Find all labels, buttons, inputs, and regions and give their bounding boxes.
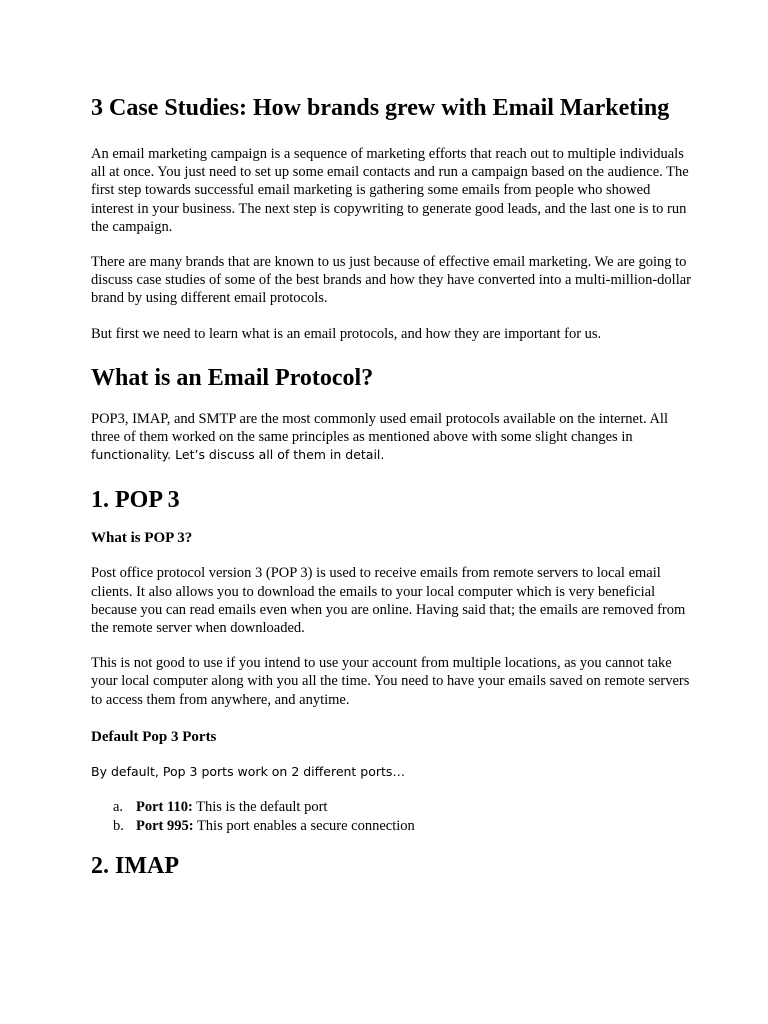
document-title: 3 Case Studies: How brands grew with Email Marketing	[91, 95, 670, 121]
subheading-default-ports: Default Pop 3 Ports	[91, 728, 217, 745]
protocol-paragraph	[91, 410, 691, 465]
ports-list	[91, 798, 691, 835]
heading-pop3: 1. POP 3	[91, 487, 180, 514]
subheading-what-is-pop3: What is POP 3?	[91, 530, 193, 547]
pop3-paragraph-1: Post office protocol version 3 (POP 3) is used to receive emails from remote servers to local email clients. It also allows you to download the emails to your local computer which is very beneficial because you can read emails even when you are online. Having said that; the emails are removed from the remote server when downloaded.	[91, 565, 686, 637]
list-item	[91, 817, 691, 836]
list-marker: b.	[113, 817, 124, 834]
list-marker: a.	[113, 799, 124, 816]
heading-email-protocol: What is an Email Protocol?	[91, 364, 374, 391]
intro-paragraph-1: An email marketing campaign is a sequence of marketing efforts that reach out to multiple individuals all at once. You just need to set up some email contacts and run a campaign based on the audience. The first step towards successful email marketing is gathering some emails from people who showed interest in your business. The next step is copywriting to generate good leads, and the last one is to run the campaign.	[91, 146, 689, 235]
list-item	[91, 798, 691, 817]
port-label: Port 110:	[136, 799, 193, 816]
port-description: This port enables a secure connection	[193, 817, 415, 834]
protocol-text-main: POP3, IMAP, and SMTP are the most commonly used email protocols available on the internet. All three of them worked on the same principles as mentioned above with some slight changes in	[91, 410, 668, 446]
protocol-text-alt: functionality. Let’s discuss all of them in detail.	[91, 447, 385, 463]
ports-intro: By default, Pop 3 ports work on 2 different ports…	[91, 763, 405, 779]
port-description: This is the default port	[192, 799, 328, 816]
intro-paragraph-3: But first we need to learn what is an email protocols, and how they are important for us.	[91, 325, 602, 342]
heading-imap: 2. IMAP	[91, 853, 179, 880]
pop3-paragraph-2: This is not good to use if you intend to use your account from multiple locations, as you cannot take your local computer along with you all the time. You need to have your emails saved on remote servers to access them from anywhere, and anytime.	[91, 655, 690, 708]
port-label: Port 995:	[136, 817, 194, 834]
document-page	[91, 93, 691, 881]
intro-paragraph-2: There are many brands that are known to us just because of effective email marketing. We are going to discuss case studies of some of the best brands and how they have converted into a multi-million-dollar brand by using different email protocols.	[91, 254, 692, 307]
